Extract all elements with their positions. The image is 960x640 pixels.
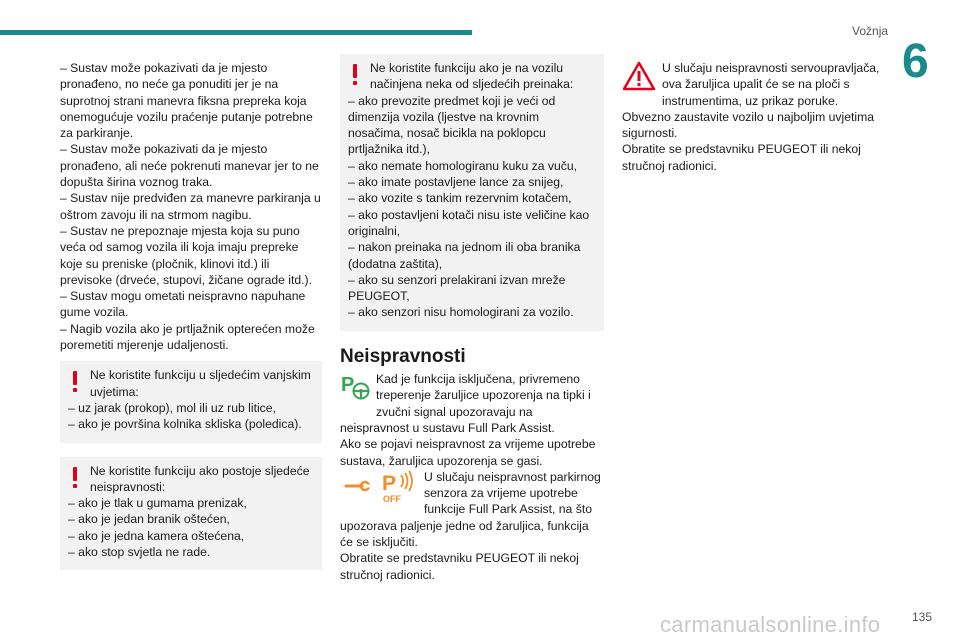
svg-text:P: P xyxy=(382,471,397,495)
paragraph: U slučaju neispravnosti servoupravljača, ova žaruljica upalit će se na ploči s instrumentima, uz prikaz poruke. xyxy=(662,61,880,108)
paragraph-line: – Nagib vozila ako je prtljažnik opterećen može poremetiti mjerenje udaljenosti. xyxy=(60,321,315,353)
warning-item: – ako je površina kolnika skliska (poledica). xyxy=(68,417,302,432)
park-assist-warning-icon xyxy=(340,371,370,405)
warning-box-modifications xyxy=(340,54,604,331)
paragraph-line: – Sustav nije predviđen za manevre parkiranja u oštrom zavoju ili na strmom nagibu. xyxy=(60,191,321,222)
exclamation-icon xyxy=(70,371,80,393)
warning-triangle-icon xyxy=(622,60,656,96)
warning-item: – ako senzori nisu homologirani za vozilo. xyxy=(348,305,574,320)
warning-item: – ako prevozite predmet koji je veći od dimenzija vozila (ljestve na krovnim nosačima, nosač bicikla na poklopcu prtljažnika itd.), xyxy=(348,93,556,157)
warning-item: – ako je jedna kamera oštećena, xyxy=(68,528,245,543)
warning-box-external-conditions xyxy=(60,361,322,442)
sensor-fault-icons xyxy=(340,469,418,503)
column-left xyxy=(60,60,322,570)
exclamation-icon xyxy=(350,64,360,86)
warning-item: – ako imate postavljene lance za snijeg, xyxy=(348,175,564,190)
svg-text:P: P xyxy=(341,374,355,397)
paragraph: Obratite se predstavniku PEUGEOT ili nekoj stručnoj radionici. xyxy=(622,142,861,173)
chapter-number: 6 xyxy=(902,35,929,88)
paragraph-line: – Sustav mogu ometati neispravno napuhane gume vozila. xyxy=(60,289,306,320)
section-heading-faults: Neispravnosti xyxy=(340,345,466,367)
warning-item: – ako nemate homologiranu kuku za vuču, xyxy=(348,158,577,173)
steering-fault-paragraph xyxy=(622,60,886,109)
column-middle xyxy=(340,54,604,583)
paragraph-line: – Sustav može pokazivati da je mjesto pronađeno, ali neće pokrenuti manevar jer to ne dopušta širina voznog traka. xyxy=(60,142,319,190)
paragraph: Ako se pojavi neispravnost za vrijeme upotrebe sustava, žaruljica upozorenja se gasi. xyxy=(340,437,596,468)
warning-intro: Ne koristite funkciju ako je na vozilu načinjena neka od sljedećih preinaka: xyxy=(370,61,574,92)
off-label: OFF xyxy=(383,493,401,503)
paragraph: U slučaju neispravnost parkirnog senzora za vrijeme upotrebe funkcije Full Park Assist, na što upozorava paljenje jedne od žaruljica, funkcija će se isključiti. xyxy=(340,469,601,550)
page-number: 135 xyxy=(912,610,933,624)
warning-intro: Ne koristite funkciju u sljedećim vanjskim uvjetima: xyxy=(90,368,311,399)
warning-item: – ako je jedan branik oštećen, xyxy=(68,512,230,527)
warning-item: – ako vozite s tankim rezervnim kotačem, xyxy=(348,191,572,206)
warning-item: – ako stop svjetla ne rade. xyxy=(68,545,211,560)
paragraph: Kad je funkcija isključena, privremeno treperenje žaruljice upozorenja na tipki i zvučni signal upozoravaju na neispravnost u sustavu Full Park Assist. xyxy=(340,372,591,435)
paragraph: Obvezno zaustavite vozilo u najboljim uvjetima sigurnosti. xyxy=(622,109,874,141)
warning-item: – ako je tlak u gumama prenizak, xyxy=(68,496,247,511)
paragraph-line: – Sustav ne prepoznaje mjesta koja su puno veća od samog vozila ili koja imaju prepreke koje su preniske (pločnik, klinovi itd.) ili previsoke (drveće, stupovi, žičane ograde itd.). xyxy=(60,223,312,287)
section-title: Vožnja xyxy=(852,24,889,38)
warning-box-faults xyxy=(60,457,322,571)
warning-item: – ako su senzori prelakirani izvan mreže PEUGEOT, xyxy=(348,272,566,304)
park-sensor-off-icon xyxy=(380,469,418,503)
warning-item: – ako postavljeni kotači nisu iste veličine kao originalni, xyxy=(348,207,590,238)
warning-intro: Ne koristite funkciju ako postoje sljedeće neispravnosti: xyxy=(90,463,310,494)
exclamation-icon xyxy=(70,467,80,489)
warning-item: – nakon preinaka na jednom ili oba branika (dodatna zaštita), xyxy=(348,240,581,271)
warning-item: – uz jarak (prokop), mol ili uz rub litice, xyxy=(68,400,276,415)
watermark: carmanualsonline.info xyxy=(660,612,881,637)
wrench-icon xyxy=(340,469,374,503)
column-right xyxy=(622,60,886,174)
header-accent-bar xyxy=(0,30,472,35)
paragraph-line: – Sustav može pokazivati da je mjesto pronađeno, no neće ga ponuditi jer je na suprotnoj strani manevra fiksna prepreka koja onemogućuje vozilu praćenje putanje potrebne za parkiranje. xyxy=(60,61,313,141)
paragraph: Obratite se predstavniku PEUGEOT ili nekoj stručnoj radionici. xyxy=(340,551,579,582)
fault-paragraph-2 xyxy=(340,469,604,550)
fault-paragraph-1 xyxy=(340,371,604,436)
